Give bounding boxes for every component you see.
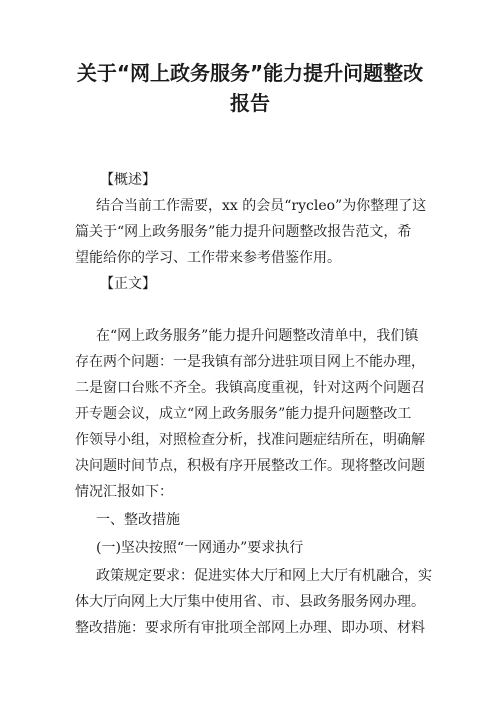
section-heading: 一、整改措施 xyxy=(96,512,180,528)
summary-line: 望能给你的学习、工作带来参考借鉴作用。 xyxy=(75,250,341,266)
summary-line: 篇关于“网上政务服务”能力提升问题整改报告范文，希 xyxy=(75,224,412,240)
body-heading: 【正文】 xyxy=(100,276,156,292)
body-line: 作领导小组，对照检查分析，找准问题症结所在，明确解 xyxy=(75,432,425,448)
summary-line: 结合当前工作需要，xx 的会员“rycleo”为你整理了这 xyxy=(96,198,427,214)
body-line: 情况汇报如下： xyxy=(75,484,173,500)
subsection-heading: (一)坚决按照“一网通办”要求执行 xyxy=(96,540,304,556)
body-line: 开专题会议，成立“网上政务服务”能力提升问题整改工 xyxy=(75,406,412,422)
policy-line: 整改措施：要求所有审批项全部网上办理、即办项、材料 xyxy=(75,620,425,636)
summary-heading: 【概述】 xyxy=(100,172,156,188)
body-line: 决问题时间节点，积极有序开展整改工作。现将整改问题 xyxy=(75,458,425,474)
body-line: 存在两个问题：一是我镇有部分进驻项目网上不能办理， xyxy=(75,354,425,370)
title-line: 关于“网上政务服务”能力提升问题整改 xyxy=(76,61,424,85)
policy-line: 政策规定要求：促进实体大厅和网上大厅有机融合，实 xyxy=(96,568,432,584)
policy-line: 体大厅向网上大厅集中使用省、市、县政务服务网办理。 xyxy=(75,594,425,610)
body-line: 二是窗口台账不齐全。我镇高度重视，针对这两个问题召 xyxy=(75,380,425,396)
body-line: 在“网上政务服务”能力提升问题整改清单中，我们镇 xyxy=(96,328,419,344)
document-title xyxy=(60,58,440,118)
title-line: 报告 xyxy=(230,91,270,115)
